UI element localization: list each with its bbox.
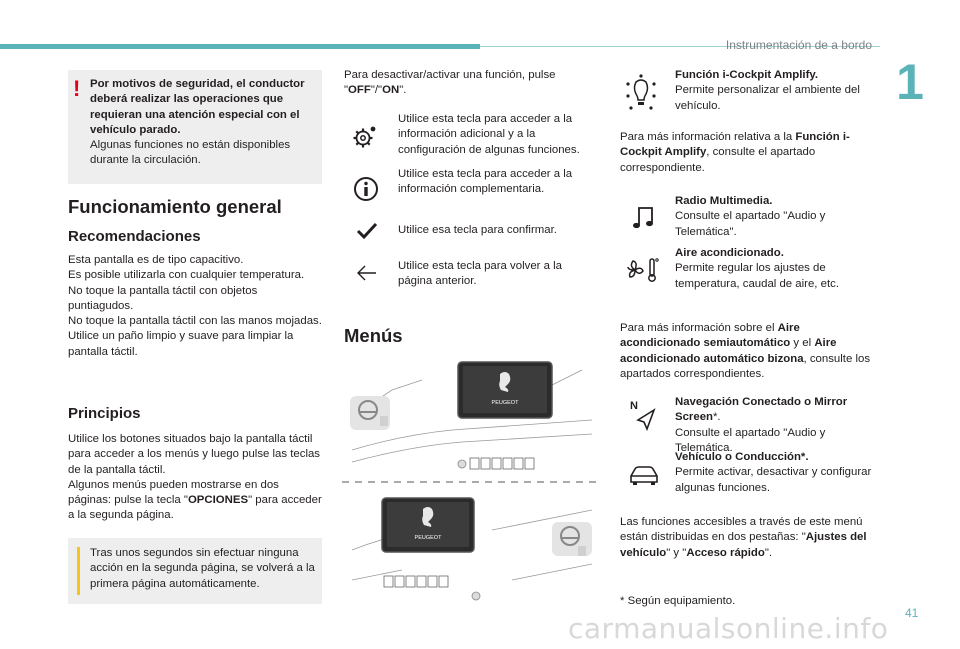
shortcut-buttons-top — [470, 458, 534, 469]
recommendations-text — [68, 253, 324, 360]
steering-wheel-bottom — [552, 522, 592, 556]
onoff-intro — [344, 68, 594, 99]
vehicle-title: Vehículo o Conducción*. — [675, 451, 809, 463]
info-note-box — [68, 538, 322, 604]
text-run: Para más información relativa a la — [620, 131, 796, 143]
brand-label-bottom: PEUGEOT — [414, 535, 442, 541]
icockpit-title: Función i-Cockpit Amplify. — [675, 69, 819, 81]
principles-paragraph-2 — [68, 478, 324, 524]
text-run: " para acceder a la segunda página. — [68, 494, 322, 522]
options-key-label: OPCIONES — [187, 494, 249, 507]
recommendation-line: Es posible utilizarla con cualquier temperatura. — [68, 269, 305, 282]
text-run: , consulte el apartado correspondiente. — [620, 146, 816, 174]
section-title-general: Funcionamiento general — [68, 196, 282, 217]
text-run: Para más información sobre el — [620, 322, 778, 334]
steering-wheel-top — [350, 396, 390, 430]
icockpit-amplify-icon — [624, 74, 658, 114]
shortcut-buttons-bottom — [384, 576, 448, 587]
text-run: , consulte los apartados correspondientes. — [620, 352, 871, 380]
info-note-text: Tras unos segundos sin efectuar ninguna acción en la segunda página, se volverá a la primera página automáticamente. — [90, 547, 315, 590]
warning-box — [68, 70, 322, 184]
navigation-icon — [630, 400, 660, 434]
vehicle-item — [675, 450, 875, 496]
text-run: ". — [399, 84, 407, 97]
footnote: * Según equipamiento. — [620, 595, 736, 607]
checkmark-icon — [356, 222, 378, 240]
navigation-north-label: N — [630, 400, 638, 412]
warning-icon: ! — [73, 76, 81, 101]
warning-bold-text: Por motivos de seguridad, el conductor deberá realizar las operaciones que requieran una atención especial con el vehículo parado. — [90, 78, 305, 136]
recommendation-line: Esta pantalla es de tipo capacitivo. — [68, 254, 244, 266]
music-note-icon — [632, 205, 656, 231]
car-icon — [628, 464, 660, 486]
chapter-number: 1 — [896, 54, 924, 110]
text-run: Navegación Conectado o Mirror Screen — [675, 396, 848, 424]
section-title-menus: Menús — [344, 325, 403, 346]
text-run-bold: Función i-Cockpit Amplify — [620, 131, 850, 159]
text-run: Algunos menús pueden mostrarse en dos páginas: pulse la tecla " — [68, 478, 279, 507]
info-key-text: Utilice esta tecla para acceder a la información complementaria. — [398, 168, 573, 196]
navigation-text: Consulte el apartado "Audio y Telemática. — [675, 426, 826, 454]
text-run: " y " — [666, 546, 687, 559]
radio-text: Consulte el apartado "Audio y Telemática". — [675, 210, 826, 238]
info-icon — [353, 176, 379, 202]
text-run-bold: Aire acondicionado semiautomático — [620, 322, 800, 350]
navigation-title — [675, 395, 875, 426]
subsection-title-recommendations: Recomendaciones — [68, 228, 201, 245]
ac-text: Permite regular los ajustes de temperatura, caudal de aire, etc. — [675, 262, 839, 290]
tab-vehicle-settings-label: Ajustes del vehículo — [620, 531, 867, 559]
header-accent-bar — [0, 44, 480, 49]
text-run-bold: Aire acondicionado automático bizona — [620, 337, 837, 365]
ac-more — [620, 321, 875, 382]
back-arrow-icon — [356, 264, 378, 282]
brand-label-top: PEUGEOT — [491, 400, 519, 406]
icockpit-more — [620, 130, 875, 176]
radio-title: Radio Multimedia. — [675, 195, 773, 207]
text-run: Para desactivar/activar una función, pulse " — [344, 69, 556, 97]
tab-quick-access-label: Acceso rápido — [686, 546, 765, 559]
warning-text: Algunas funciones no están disponibles durante la circulación. — [90, 139, 291, 167]
text-run: "/" — [370, 84, 383, 97]
subsection-title-principles: Principios — [68, 405, 141, 422]
vehicle-text: Permite activar, desactivar y configurar algunas funciones. — [675, 466, 872, 494]
settings-icon — [352, 124, 378, 150]
tabs-text — [620, 515, 875, 561]
principles-text — [68, 432, 324, 524]
settings-key-text: Utilice esta tecla para acceder a la información adicional y a la configuración de algunas funciones. — [398, 113, 580, 156]
text-run: y el — [790, 337, 815, 350]
back-key-text: Utilice esta tecla para volver a la página anterior. — [398, 260, 562, 288]
icockpit-item — [675, 68, 875, 114]
chapter-title: Instrumentación de a bordo — [725, 38, 872, 52]
watermark: carmanualsonline.info — [568, 612, 889, 645]
principles-paragraph: Utilice los botones situados bajo la pantalla táctil para acceder a los menús y luego pulse las teclas de la pantalla táctil. — [68, 433, 321, 476]
radio-item — [675, 194, 875, 240]
recommendation-line: No toque la pantalla táctil con las manos mojadas. — [68, 315, 322, 328]
icockpit-text: Permite personalizar el ambiente del vehículo. — [675, 84, 860, 112]
info-note-icon — [77, 547, 80, 595]
text-run: ". — [764, 546, 773, 559]
ac-title: Aire acondicionado. — [675, 247, 784, 259]
page-number: 41 — [905, 606, 919, 620]
confirm-key-text: Utilice esa tecla para confirmar. — [398, 224, 557, 236]
recommendation-line: No toque la pantalla táctil con objetos puntiagudos. — [68, 284, 258, 312]
dashboard-drawing — [342, 350, 598, 606]
recommendation-line: Utilice un paño limpio y suave para limpiar la pantalla táctil. — [68, 330, 294, 358]
text-run: Las funciones accesibles a través de este menú están distribuidas en dos pestañas: " — [620, 516, 863, 544]
off-label: OFF — [348, 84, 371, 97]
on-label: ON — [382, 84, 400, 97]
navigation-item — [675, 395, 875, 456]
ac-item — [675, 246, 875, 292]
air-conditioning-icon — [626, 256, 660, 284]
dashboard-illustration — [342, 350, 598, 606]
text-run: *. — [713, 411, 721, 424]
